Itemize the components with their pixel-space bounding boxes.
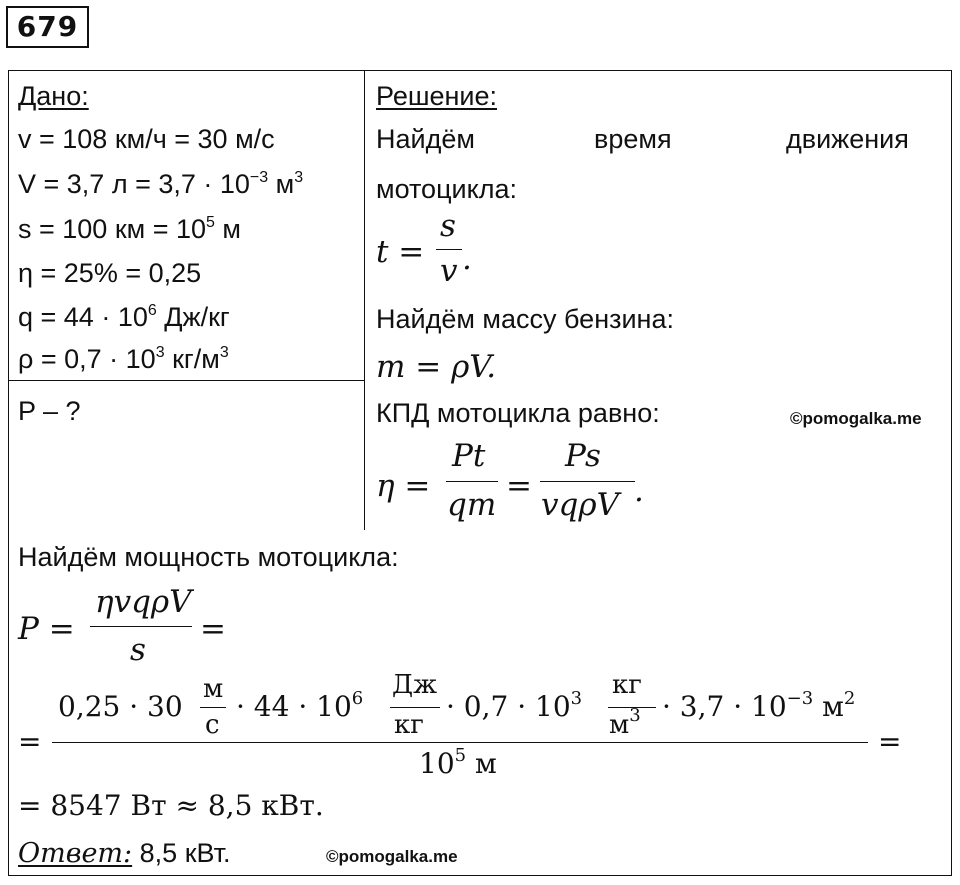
unit1-den: с [205,710,220,740]
watermark-top: ©pomogalka.me [790,409,922,428]
p-fraction-bar [90,626,192,627]
p-eq: = [200,611,226,647]
result-line: = 8547 Вт ≈ 8,5 кВт. [18,789,324,822]
t-denominator: v [440,253,458,289]
power-text: Найдём мощность мотоцикла: [18,542,399,572]
p-numerator: ηvqρV [95,584,192,620]
given-distance: s = 100 км = $10^5$ м [18,214,241,244]
unit1-bar [200,707,226,708]
eta-eq: = [506,468,532,504]
t-dot: . [462,241,472,277]
calc-d: · $3,7 \cdot 10^{-3}$ $м^2$ [662,688,856,723]
mass-formula: m = ρV. [376,349,497,385]
given-volume: V = 3,7 $л = 3,7 \cdot 10^{-3}$ $м^3$ [18,169,304,199]
unit2-bar [390,707,440,708]
time-word-3: движения [786,124,909,154]
eta-dot: . [634,473,644,509]
t-fraction-bar [436,249,462,250]
given-speed: v = 108 км/ч = 30 м/с [18,124,275,154]
calc-a: 0,25 · 30 [58,690,183,723]
problem-number: 679 [6,6,89,48]
eta-den-2: vqρV [541,487,619,523]
calc-eq-right: = [878,725,902,758]
given-find-divider [8,380,365,381]
eta-lhs: η = [376,468,431,504]
eta-num-1: Pt [452,438,486,474]
answer-value: 8,5 кВт. [139,838,231,868]
t-numerator: s [440,208,456,244]
calc-denominator: $10^5$ м [419,745,497,780]
column-divider [364,70,365,530]
answer-label: Ответ: [18,838,133,869]
time-word-1: Найдём [376,124,475,154]
answer-line [18,840,231,867]
eta-den-1: qm [447,487,497,523]
t-lhs: t = [376,234,425,270]
eta-num-2: Ps [565,438,601,474]
eta-bar-1 [446,481,498,482]
given-heat: $q = 44 \cdot 10^6$ Дж/кг [18,302,230,332]
p-lhs: P = [18,611,75,647]
unit3-num: кг [612,670,642,700]
calc-b: · $44 \cdot 10^6$ [236,688,364,723]
watermark-bottom: ©pomogalka.me [326,847,458,866]
unit2-num: Дж [392,670,438,700]
mass-text: Найдём массу бензина: [376,304,674,334]
time-line-2: мотоцикла: [376,174,517,204]
find-value: P – ? [18,396,81,426]
given-efficiency: η = 25% = 0,25 [18,258,202,288]
eta-bar-2 [540,481,635,482]
calc-eq-left: = [18,725,42,758]
solution-header: Решение: [376,81,498,111]
calc-fraction-bar [52,742,868,743]
time-word-2: время [594,124,672,154]
given-header: Дано: [18,81,89,111]
unit1-num: м [203,674,224,704]
unit3-den: $м^3$ [609,705,641,740]
kpd-text: КПД мотоцикла равно: [376,398,660,428]
p-denominator: s [130,632,146,668]
unit2-den: кг [394,710,424,740]
given-density: $\rho = 0,7 \cdot 10^3$ $кг/м^3$ [18,344,229,374]
calc-c: · $0,7 \cdot 10^3$ [446,688,583,723]
